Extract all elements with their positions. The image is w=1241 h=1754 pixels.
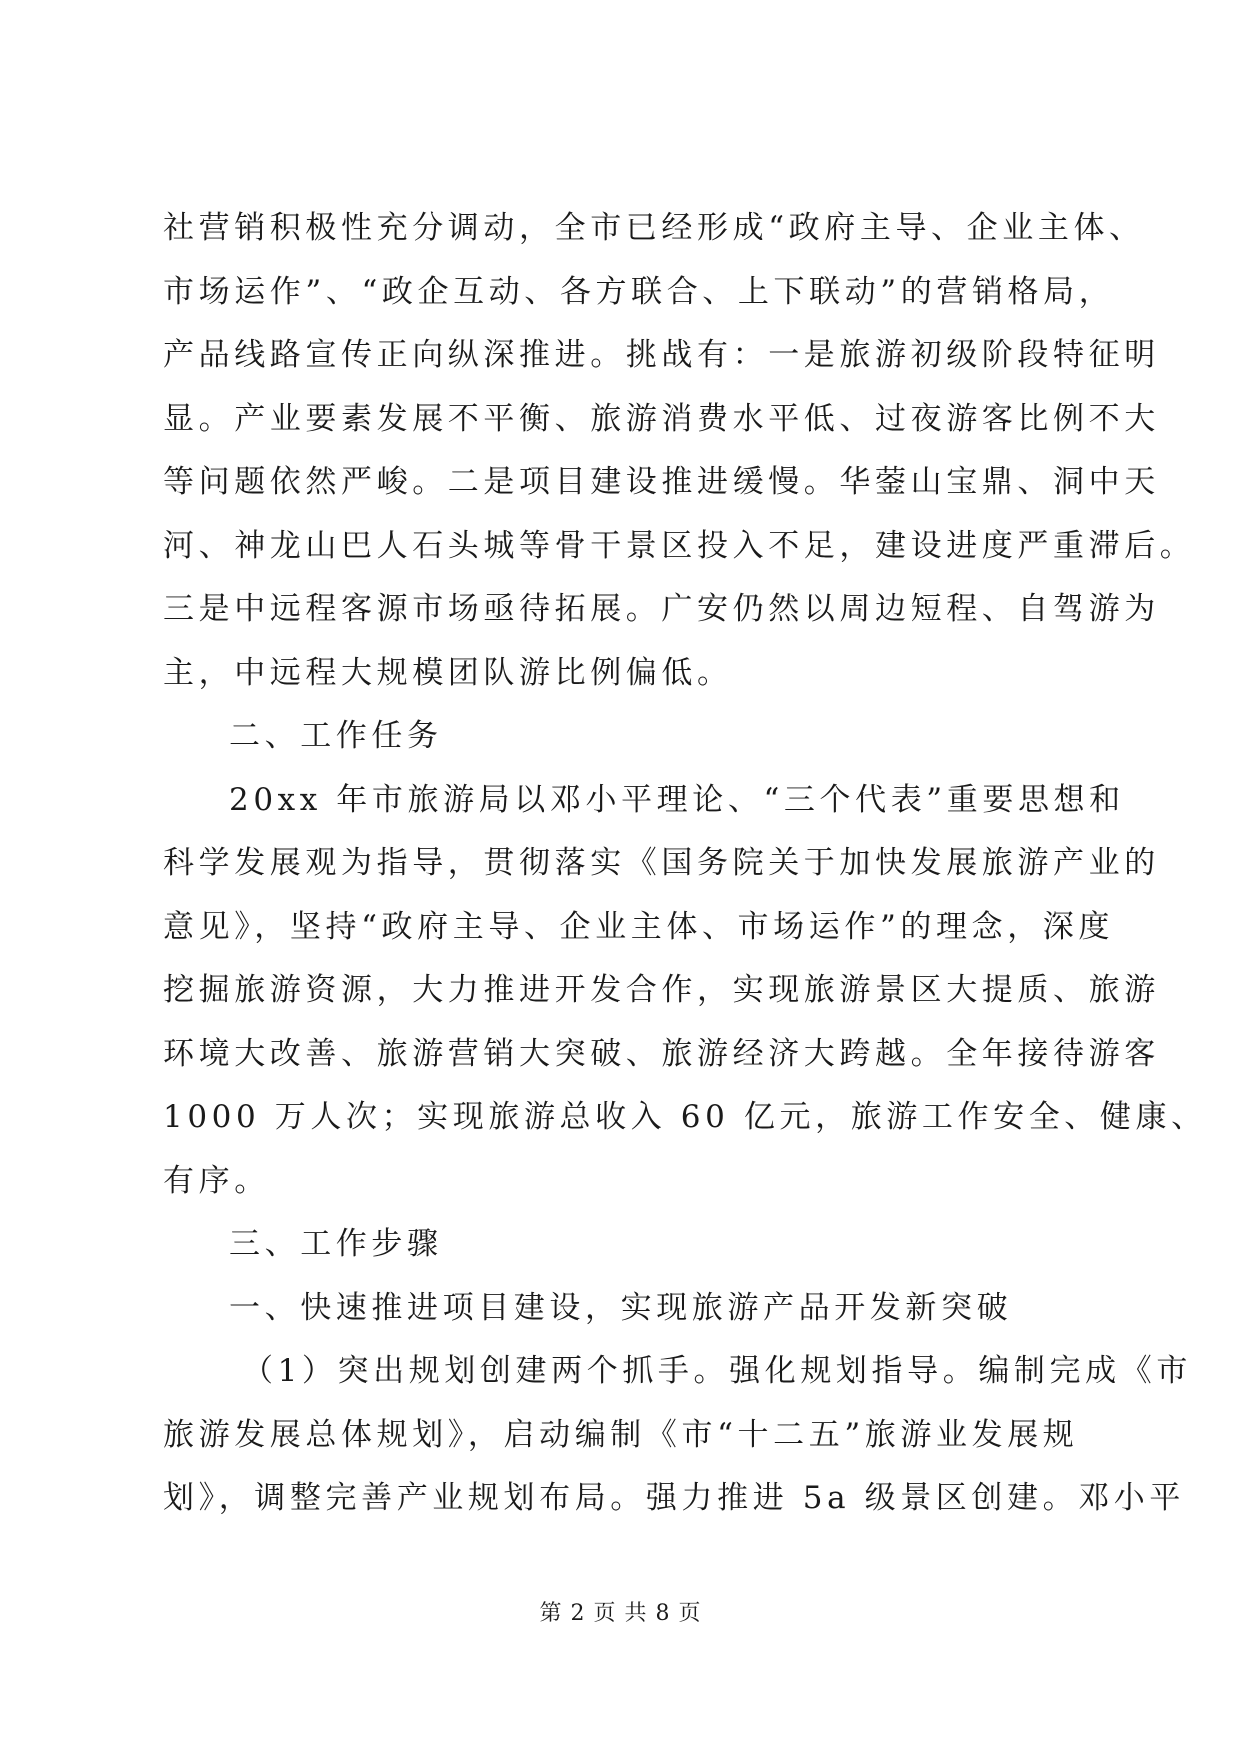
text-line: 三是中远程客源市场亟待拓展。广安仍然以周边短程、自驾游为: [163, 591, 1160, 627]
subsection-heading: 一、快速推进项目建设，实现旅游产品开发新突破: [229, 1289, 1013, 1326]
text-line: 显。产业要素发展不平衡、旅游消费水平低、过夜游客比例不大: [163, 400, 1160, 437]
text-line: 市场运作”、“政企互动、各方联合、上下联动”的营销格局，: [163, 273, 1115, 310]
page-number-footer: 第 2 页 共 8 页: [539, 1601, 702, 1626]
text-line: 河、神龙山巴人石头城等骨干景区投入不足，建设进度严重滞后。: [163, 527, 1196, 564]
text-line: 科学发展观为指导，贯彻落实《国务院关于加快发展旅游产业的: [163, 845, 1160, 881]
text-line: 划》，调整完善产业规划布局。强力推进 5a 级景区创建。邓小平: [163, 1480, 1186, 1516]
text-line: 旅游发展总体规划》，启动编制《市“十二五”旅游业发展规: [163, 1416, 1079, 1453]
text-line: 有序。: [163, 1162, 270, 1199]
text-line: 等问题依然严峻。二是项目建设推进缓慢。华蓥山宝鼎、洞中天: [163, 464, 1160, 500]
text-line: 意见》，坚持“政府主导、企业主体、市场运作”的理念，深度: [163, 908, 1114, 945]
section-heading: 二、工作任务: [229, 718, 443, 754]
text-line: 挖掘旅游资源，大力推进开发合作，实现旅游景区大提质、旅游: [163, 972, 1160, 1008]
text-line: 社营销积极性充分调动，全市已经形成“政府主导、企业主体、: [163, 210, 1145, 246]
text-line: 产品线路宣传正向纵深推进。挑战有：一是旅游初级阶段特征明: [163, 337, 1160, 373]
text-line: 环境大改善、旅游营销大突破、旅游经济大跨越。全年接待游客: [163, 1035, 1160, 1072]
paragraph-start: 20xx 年市旅游局以邓小平理论、“三个代表”重要思想和: [229, 781, 1125, 818]
paragraph-start: （1）突出规划创建两个抓手。强化规划指导。编制完成《市: [242, 1353, 1192, 1389]
text-line: 1000 万人次；实现旅游总收入 60 亿元，旅游工作安全、健康、: [163, 1099, 1207, 1135]
section-heading: 三、工作步骤: [229, 1226, 443, 1262]
text-line: 主，中远程大规模团队游比例偏低。: [163, 654, 733, 691]
document-body: [163, 197, 1207, 1531]
